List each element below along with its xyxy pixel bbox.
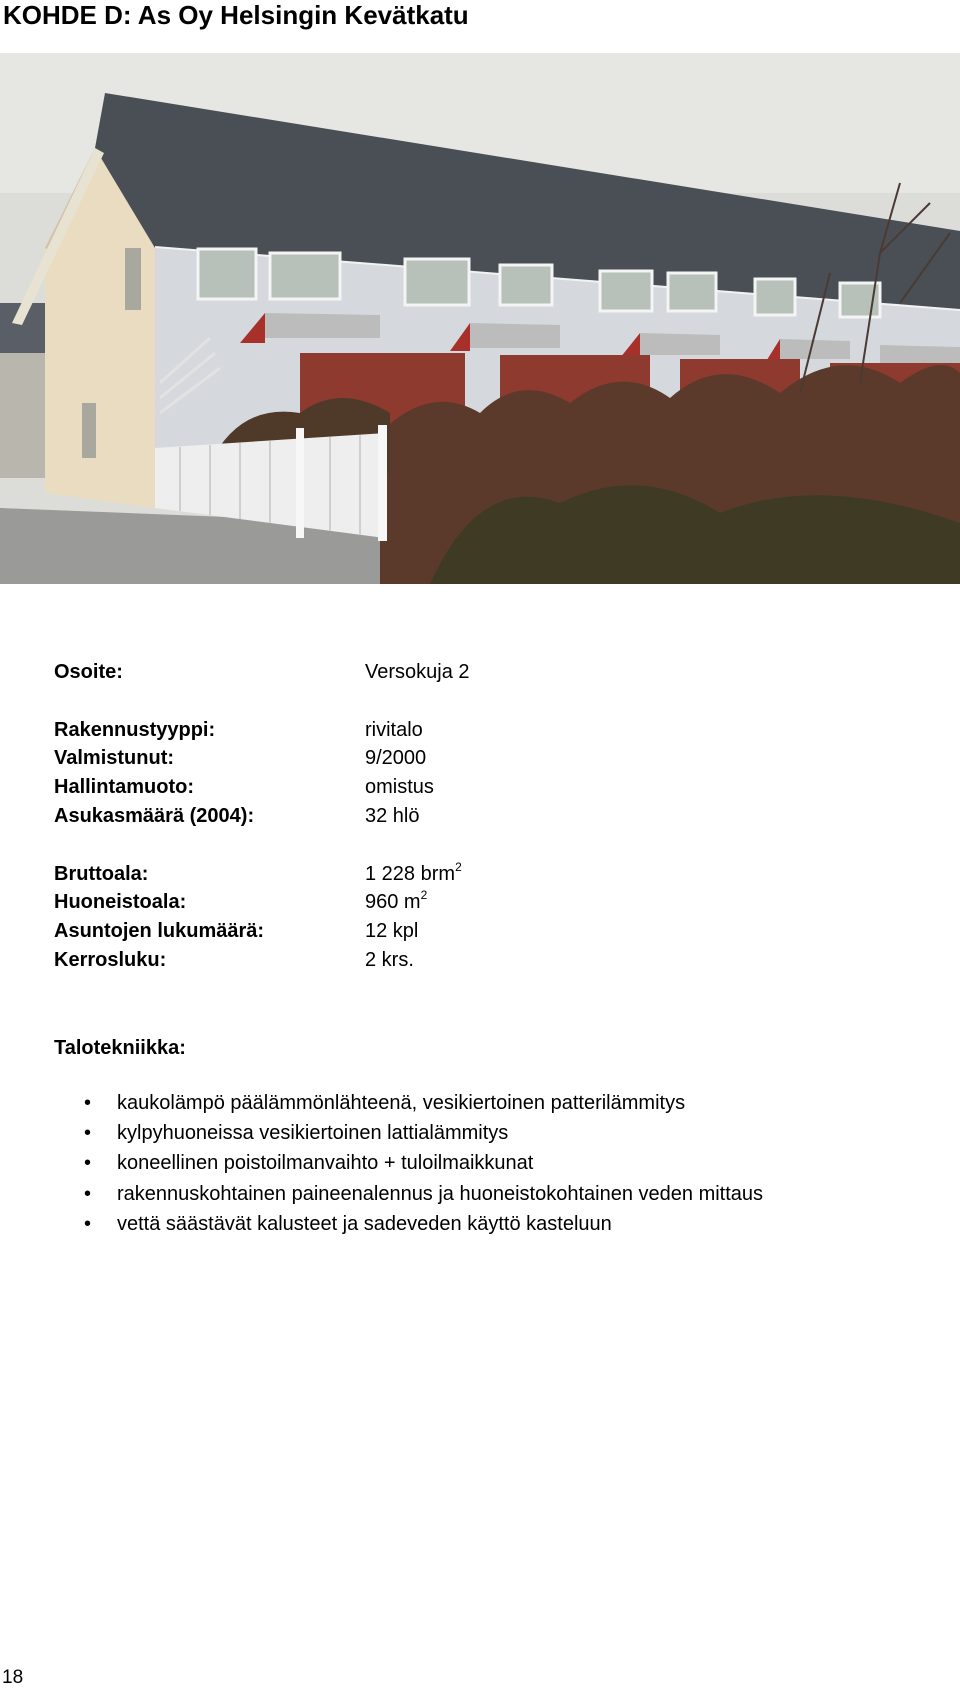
- field-value: omistus: [365, 776, 434, 798]
- superscript: 2: [455, 860, 462, 874]
- bullet-icon: •: [84, 1212, 92, 1235]
- field-label: Valmistunut:: [54, 747, 175, 769]
- list-item-text: rakennuskohtainen paineenalennus ja huoneistokohtainen veden mittaus: [117, 1182, 764, 1205]
- field-value: rivitalo: [365, 719, 423, 741]
- list-item-text: kylpyhuoneissa vesikiertoinen lattialämmitys: [117, 1122, 509, 1145]
- bullet-icon: •: [84, 1182, 92, 1205]
- field-value: 9/2000: [365, 747, 427, 769]
- field-label: Bruttoala:: [54, 863, 149, 885]
- list-item-text: vettä säästävät kalusteet ja sadeveden käyttö kasteluun: [117, 1212, 612, 1235]
- field-value: 960 $m^2$: [365, 888, 428, 913]
- field-value: 32 hlö: [365, 805, 420, 827]
- page-title: KOHDE D: As Oy Helsingin Kevätkatu: [3, 0, 469, 30]
- field-label: Huoneistoala:: [54, 891, 187, 913]
- field-value: 12 kpl: [365, 920, 419, 942]
- field-label: Asukasmäärä (2004):: [54, 805, 255, 827]
- list-item-text: koneellinen poistoilmanvaihto + tuloilmaikkunat: [117, 1152, 534, 1175]
- field-label: Kerrosluku:: [54, 949, 167, 971]
- field-label: Hallintamuoto:: [54, 776, 194, 798]
- superscript: 2: [420, 888, 428, 902]
- building-photo: [0, 53, 960, 584]
- field-label: Asuntojen lukumäärä:: [54, 920, 265, 942]
- list-item-text: kaukolämpö päälämmönlähteenä, vesikiertoinen patterilämmitys: [117, 1092, 686, 1114]
- bullet-icon: •: [84, 1152, 92, 1175]
- field-value: Versokuja 2: [365, 661, 470, 683]
- field-label: Osoite:: [54, 661, 123, 683]
- field-value: 1 228 brm$^2$: [365, 860, 462, 885]
- bullet-icon: •: [84, 1122, 92, 1145]
- page-number: 18: [2, 1667, 24, 1688]
- bullet-icon: •: [84, 1092, 92, 1114]
- field-value: 2 krs.: [365, 949, 414, 971]
- field-label: Rakennustyyppi:: [54, 719, 216, 741]
- section-title-talotekniikka: Talotekniikka:: [54, 1037, 186, 1059]
